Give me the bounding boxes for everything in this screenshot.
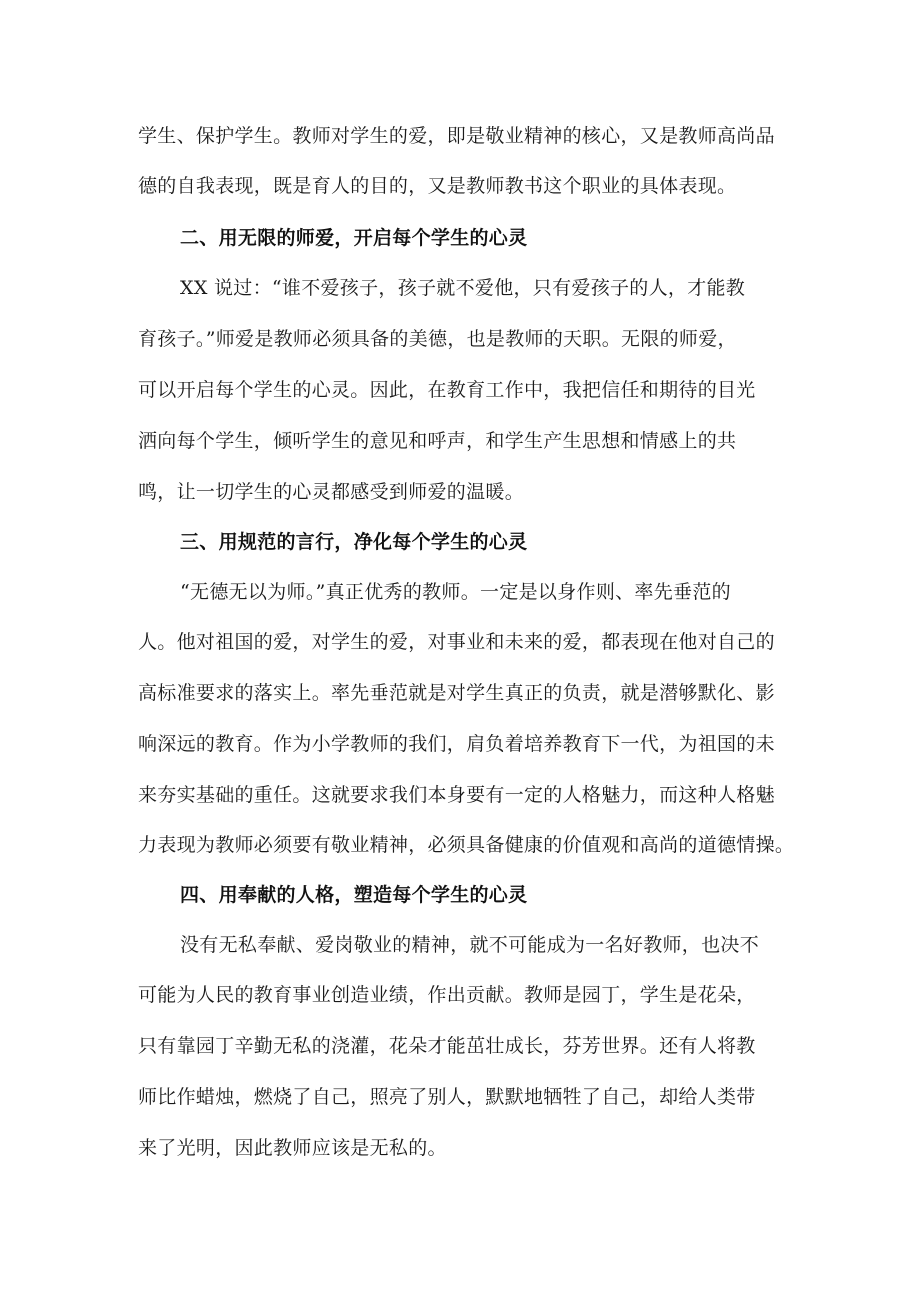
paragraph-4-line-3: 只有靠园丁辛勤无私的浇灌，花朵才能茁壮成长，芬芳世界。还有人将教 bbox=[138, 1035, 756, 1057]
paragraph-3-line-4: 响深远的教育。作为小学教师的我们，肩负着培养教育下一代，为祖国的未 bbox=[138, 733, 775, 755]
paragraph-2-line-4: 洒向每个学生，倾听学生的意见和呼声，和学生产生思想和情感上的共 bbox=[138, 430, 737, 452]
paragraph-4-line-4: 师比作蜡烛，燃烧了自己，照亮了别人，默默地牺牲了自己，却给人类带 bbox=[138, 1086, 756, 1108]
section-heading-4: 四、用奉献的人格，塑造每个学生的心灵 bbox=[180, 884, 528, 906]
paragraph-4-line-2: 可能为人民的教育事业创造业绩，作出贡献。教师是园丁，学生是花朵， bbox=[138, 984, 756, 1006]
paragraph-3-line-3: 高标准要求的落实上。率先垂范就是对学生真正的负责，就是潜够默化、影 bbox=[138, 682, 775, 704]
paragraph-3-line-6: 力表现为教师必须要有敬业精神，必须具备健康的价值观和高尚的道德情操。 bbox=[138, 834, 795, 856]
paragraph-1-line-1: 学生、保护学生。教师对学生的爱，即是敬业精神的核心，又是教师高尚品 bbox=[138, 125, 775, 147]
paragraph-3-line-2: 人。他对祖国的爱，对学生的爱，对事业和未来的爱，都表现在他对自己的 bbox=[138, 631, 775, 653]
paragraph-2-line-5: 鸣，让一切学生的心灵都感受到师爱的温暖。 bbox=[138, 481, 525, 503]
paragraph-1-line-2: 德的自我表现，既是育人的目的，又是教师教书这个职业的具体表现。 bbox=[138, 175, 737, 197]
paragraph-3-line-1: “无德无以为师。”真正优秀的教师。一定是以身作则、率先垂范的 bbox=[180, 581, 731, 603]
paragraph-3-line-5: 来夯实基础的重任。这就要求我们本身要有一定的人格魅力，而这种人格魅 bbox=[138, 784, 775, 806]
paragraph-4-line-1: 没有无私奉献、爱岗敬业的精神，就不可能成为一名好教师，也决不 bbox=[180, 934, 760, 956]
paragraph-2-line-1: XX 说过：“谁不爱孩子，孩子就不爱他，只有爱孩子的人，才能教 bbox=[180, 277, 746, 299]
section-heading-3: 三、用规范的言行，净化每个学生的心灵 bbox=[180, 531, 528, 553]
section-heading-2: 二、用无限的师爱，开启每个学生的心灵 bbox=[180, 227, 528, 249]
paragraph-2-line-2: 育孩子。”师爱是教师必须具备的美德，也是教师的天职。无限的师爱， bbox=[138, 328, 737, 350]
paragraph-4-line-5: 来了光明，因此教师应该是无私的。 bbox=[138, 1137, 447, 1159]
paragraph-2-line-3: 可以开启每个学生的心灵。因此，在教育工作中，我把信任和期待的目光 bbox=[138, 379, 756, 401]
